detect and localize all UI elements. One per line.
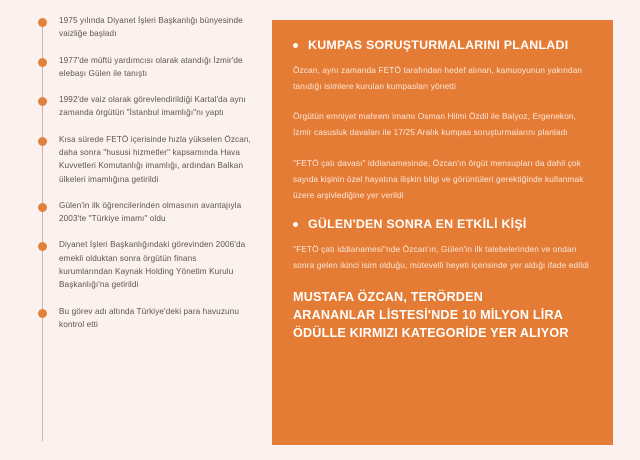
timeline-item-text: Bu görev adı altında Türkiye'deki para havuzunu kontrol etti <box>59 306 239 329</box>
timeline-item-text: 1992'de vaiz olarak görevlendirildiği Kartal'da aynı zamanda örgütün "İstanbul imamlığı"nı yaptı <box>59 95 246 118</box>
closing-statement-line-3 <box>293 325 591 343</box>
closing-line2-highlight: 10 MİLYON LİRA <box>462 308 564 323</box>
closing-line3-text: ÖDÜLLE <box>293 326 350 341</box>
bullet-icon <box>293 222 298 227</box>
panel-paragraph: Örgütün emniyet mahrem imamı Osman Hilmi Özdil ile Balyoz, Ergenekon, İzmir casusluk davaları ile 17/25 Aralık kumpas soruşturmalarını planladı <box>293 111 577 138</box>
timeline-item-text: Gülen'in ilk öğrencilerinden olmasının avantajıyla 2003'te "Türkiye imamı" oldu <box>59 200 242 224</box>
timeline-axis-line <box>42 26 43 441</box>
closing-line1-text: MUSTAFA ÖZCAN, TERÖRDEN <box>293 290 484 305</box>
closing-line2-text: ARANANLAR LİSTESİ'NDE <box>293 308 463 323</box>
closing-statement-line-1 <box>293 289 591 307</box>
list-item <box>26 305 252 332</box>
list-item <box>26 199 252 226</box>
timeline-item-text: Diyanet İşleri Başkanlığındaki görevinden 2006'da emekli olduktan sonra örgütün finans kurumlarından Kaynak Holding Yönetim Kurulu Başkanlığı'na getirildi <box>59 240 246 290</box>
timeline-dot-icon <box>38 203 47 212</box>
timeline-item-text: 1975 yılında Diyanet İşleri Başkanlığı bünyesinde vaizliğe başladı <box>59 16 243 39</box>
bullet-icon <box>293 43 298 48</box>
section-heading-text: GÜLEN'DEN SONRA EN ETKİLİ KİŞİ <box>308 217 527 232</box>
section-heading-gulen <box>293 217 591 232</box>
list-item <box>26 54 252 81</box>
panel-paragraph: "FETÖ çatı davası" iddianamesinde, Özcan'ın örgüt mensupları da dahil çok sayıda kişinin özel hayatına ilişkin bilgi ve görüntüleri gerektiğinde kullanmak üzere arşivlediğine yer verildi <box>293 157 584 200</box>
list-item <box>26 238 252 291</box>
timeline-item-text: Kısa sürede FETÖ içerisinde hızla yükselen Özcan, daha sonra "hususi hizmetler" kapsamında Hava Kuvvetleri Komutanlığı imamlığı, ardından Balkan ülkeleri imamlığına getirildi <box>59 134 251 184</box>
timeline-dot-icon <box>38 58 47 67</box>
timeline-column <box>26 14 252 450</box>
timeline-dot-icon <box>38 309 47 318</box>
list-item <box>26 133 252 186</box>
closing-line3-tail: YER ALIYOR <box>486 326 569 341</box>
closing-statement-line-2 <box>293 307 591 325</box>
timeline-dot-icon <box>38 137 47 146</box>
closing-statement <box>293 289 591 343</box>
section-heading-kumpas <box>293 38 591 53</box>
panel-paragraph: Özcan, aynı zamanda FETÖ tarafından hedef alınan, kamuoyunun yakından tanıdığı isimlere kurulan kumpasları yönetti <box>293 64 583 92</box>
list-item <box>26 93 252 120</box>
panel-paragraph: "FETÖ çatı iddianamesi"nde Özcan'ın, Gülen'in ilk talebelerinden ve ondan sonra gelen ikinci isim olduğu, mütevelli heyeti içerisinde yer aldığı ifade edildi <box>293 243 589 271</box>
timeline-dot-icon <box>38 18 47 27</box>
list-item <box>26 14 252 41</box>
closing-line3-highlight: KIRMIZI KATEGORİDE <box>349 326 487 341</box>
timeline-dot-icon <box>38 242 47 251</box>
orange-content-panel <box>272 20 613 445</box>
section-heading-text: KUMPAS SORUŞTURMALARINI PLANLADI <box>308 38 569 52</box>
timeline-dot-icon <box>38 97 47 106</box>
timeline-item-text: 1977'de müftü yardımcısı olarak atandığı İzmir'de elebaşı Gülen ile tanıştı <box>59 55 243 78</box>
